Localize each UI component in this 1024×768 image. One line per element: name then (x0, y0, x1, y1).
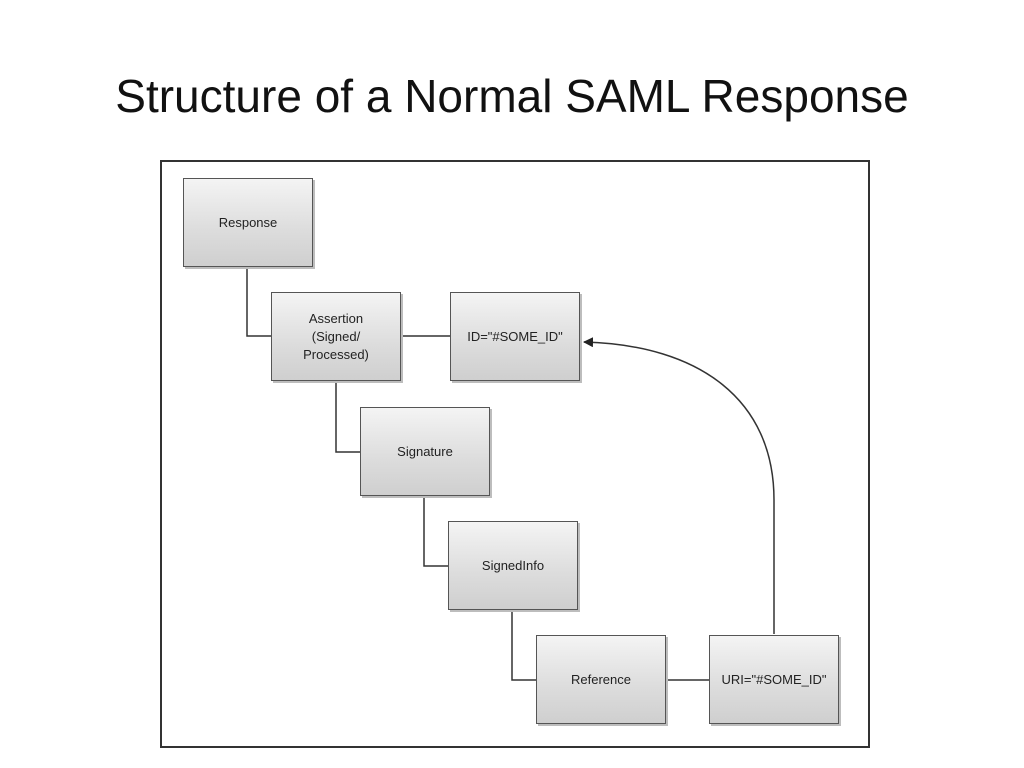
uri-attribute-node (709, 635, 839, 724)
slide-title: Structure of a Normal SAML Response (115, 70, 909, 122)
assertion-node (271, 292, 401, 381)
reference-label: Reference (571, 671, 631, 687)
response-label: Response (218, 214, 278, 230)
id-attribute-node (450, 292, 580, 381)
connector-signedinfo-reference (512, 610, 536, 680)
connector-response-assertion (247, 267, 271, 336)
response-node (183, 178, 313, 267)
connector-signature-signedinfo (424, 496, 448, 566)
signedinfo-label: SignedInfo (481, 557, 545, 573)
assertion-label: Assertion (Signed/ Processed) (303, 310, 369, 362)
id-attribute-label: ID="#SOME_ID" (467, 328, 563, 344)
signedinfo-node (448, 521, 578, 610)
reference-node (536, 635, 666, 724)
reference-arrow (584, 342, 774, 634)
signature-node (360, 407, 490, 496)
connector-assertion-signature (336, 381, 360, 452)
uri-attribute-label: URI="#SOME_ID" (721, 671, 827, 687)
signature-label: Signature (397, 443, 453, 459)
